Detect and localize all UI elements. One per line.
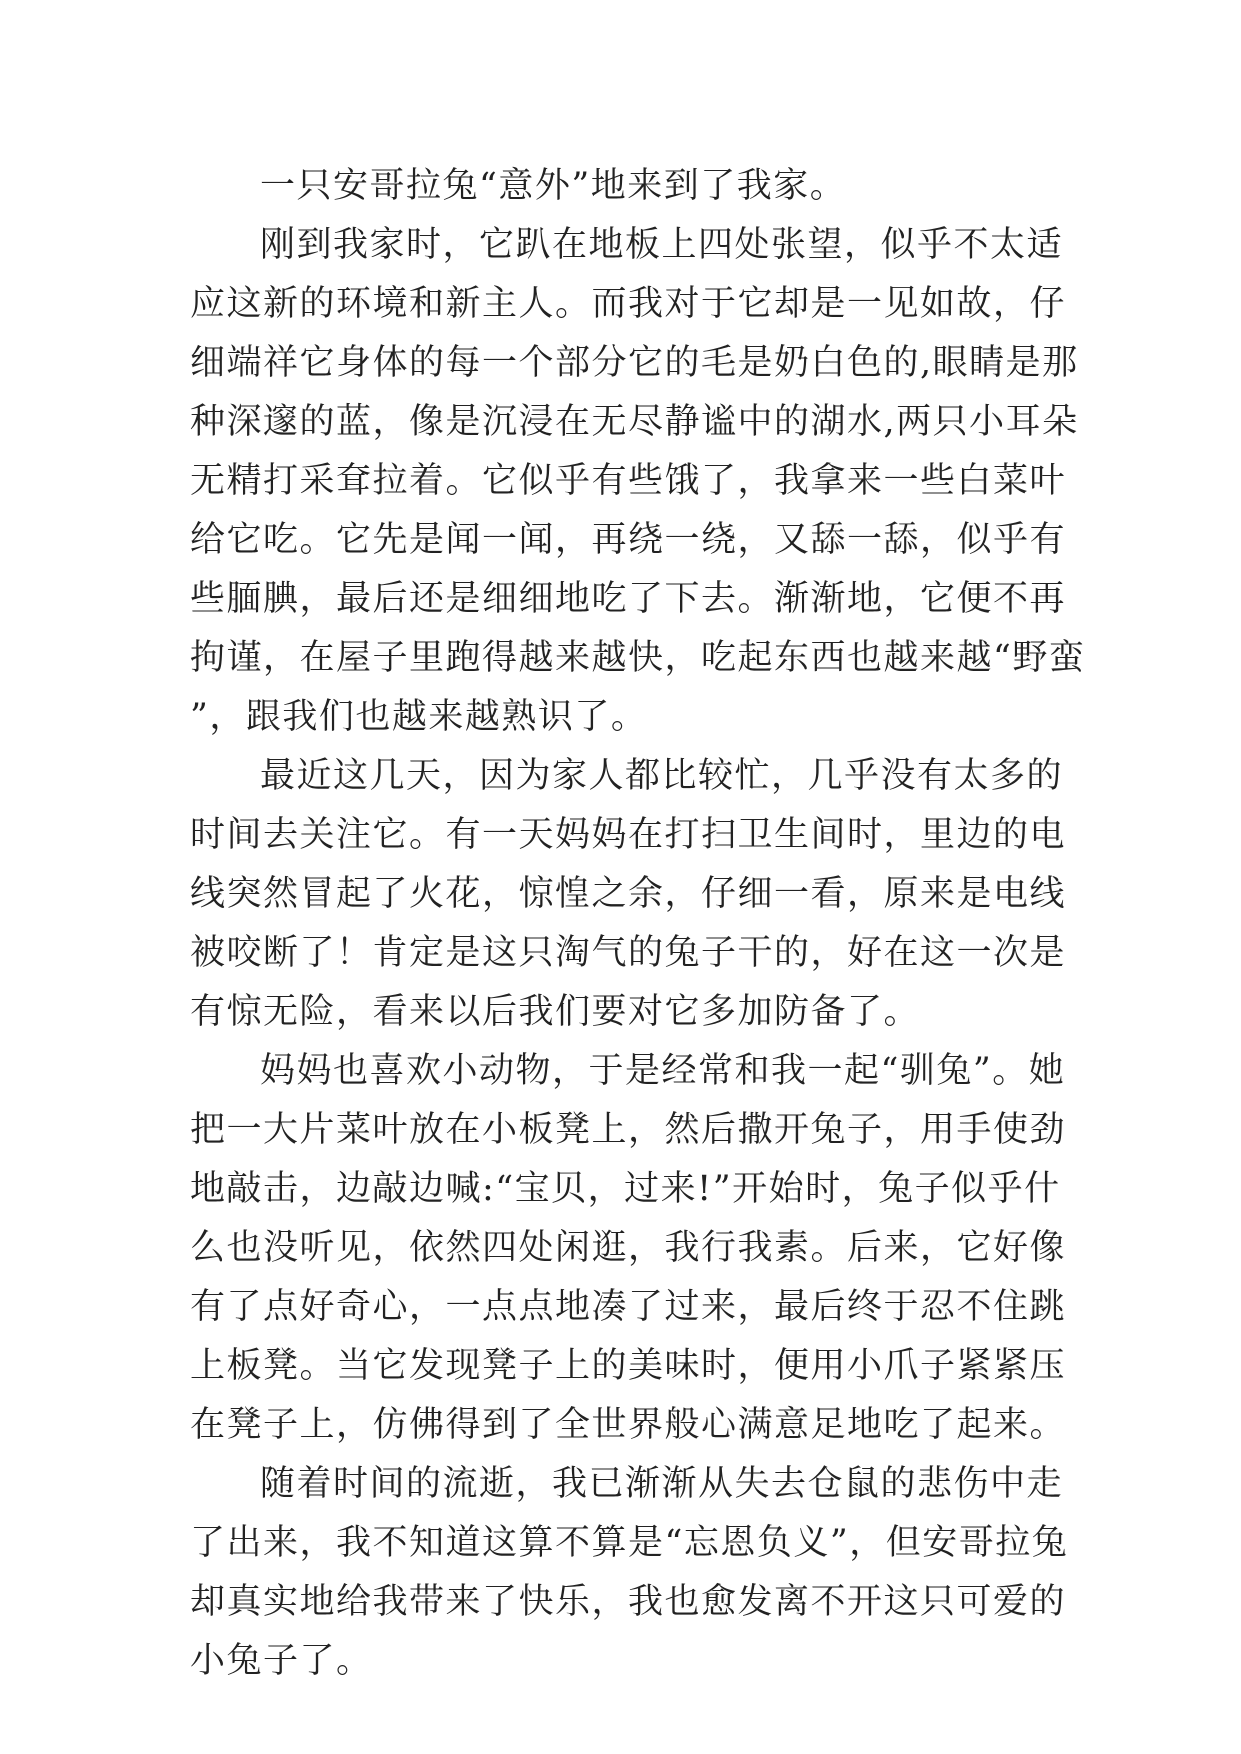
paragraph-3: 最近这几天，因为家人都比较忙，几乎没有太多的时间去关注它。有一天妈妈在打扫卫生间时，里边的电线突然冒起了火花，惊惶之余，仔细一看，原来是电线被咬断了！肯定是这只淘气的兔子干的，好在这一次是有惊无险，看来以后我们要对它多加防备了。 (190, 756, 1067, 1032)
body-text (190, 157, 1090, 1691)
paragraph-5: 随着时间的流逝，我已渐渐从失去仓鼠的悲伤中走了出来，我不知道这算不算是“忘恩负义”，但安哥拉兔却真实地给我带来了快乐，我也愈发离不开这只可爱的小兔子了。 (190, 1464, 1069, 1681)
paragraph-1: 一只安哥拉兔“意外”地来到了我家。 (260, 166, 847, 206)
paragraph-4: 妈妈也喜欢小动物，于是经常和我一起“驯兔”。她把一大片菜叶放在小板凳上，然后撒开兔子，用手使劲地敲击，边敲边喊:“宝贝，过来!”开始时，兔子似乎什么也没听见，依然四处闲逛，我行我素。后来，它好像有了点好奇心，一点点地凑了过来，最后终于忍不住跳上板凳。当它发现凳子上的美味时，便用小爪子紧紧压在凳子上，仿佛得到了全世界般心满意足地吃了起来。 (190, 1051, 1067, 1445)
paragraph-2: 刚到我家时，它趴在地板上四处张望，似乎不太适应这新的环境和新主人。而我对于它却是一见如故，仔细端祥它身体的每一个部分它的毛是奶白色的,眼睛是那种深邃的蓝，像是沉浸在无尽静谧中的湖水,两只小耳朵无精打采耷拉着。它似乎有些饿了，我拿来一些白菜叶给它吃。它先是闻一闻，再绕一绕，又舔一舔，似乎有些腼腆，最后还是细细地吃了下去。渐渐地，它便不再拘谨，在屋子里跑得越来越快，吃起东西也越来越“野蛮”，跟我们也越来越熟识了。 (190, 225, 1086, 737)
